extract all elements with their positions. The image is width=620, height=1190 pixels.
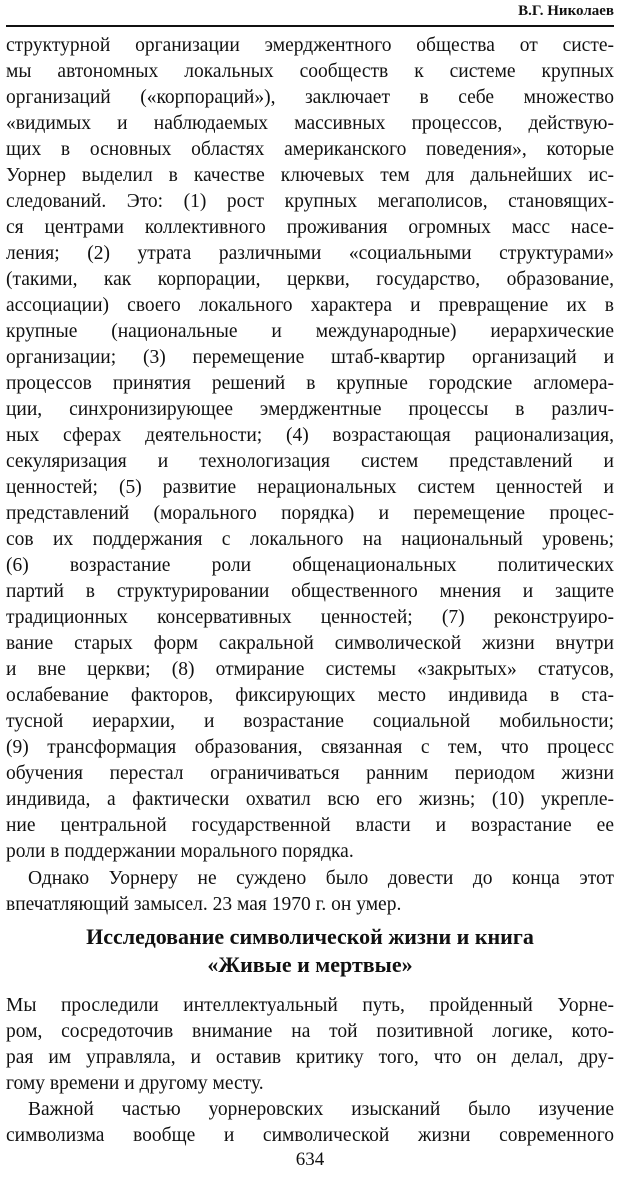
page-number: 634 [295, 1149, 325, 1170]
text-line: ценностей; (5) развитие нерациональных систем ценностей и [6, 477, 614, 498]
text-line: ние центральной государственной власти и возрастание ее [6, 815, 614, 836]
text-line: (такими, как корпорации, церкви, государство, образование, [6, 269, 614, 290]
text-line: ления; (2) утрата различными «социальными структурами» [6, 243, 614, 264]
text-line: тусной иерархии, и возрастание социальной мобильности; [6, 711, 614, 732]
section-heading-line: Исследование символической жизни и книга [86, 924, 534, 949]
text-line: и вне церкви; (8) отмирание системы «закрытых» статусов, [6, 659, 614, 680]
text-line: Уорнер выделил в качестве ключевых тем для дальнейших ис- [6, 165, 614, 186]
text-line: сов их поддержания с локального на национальный уровень; [6, 529, 614, 550]
text-line: роли в поддержании морального порядка. [6, 841, 354, 862]
text-line: структурной организации эмерджентного общества от систе- [6, 35, 614, 56]
text-line: следований. Это: (1) рост крупных мегаполисов, становящих- [6, 191, 614, 212]
text-line: символизма вообще и символической жизни современного [6, 1125, 614, 1146]
header-rule [6, 25, 614, 27]
text-line: Мы проследили интеллектуальный путь, пройденный Уорне- [6, 995, 614, 1016]
text-line: ассоциации) своего локального характера и превращение их в [6, 295, 614, 316]
text-line: Важной частью уорнеровских изысканий было изучение [28, 1099, 614, 1120]
text-line: представлений (морального порядка) и перемещение процес- [6, 503, 614, 524]
text-line: (9) трансформация образования, связанная с тем, что процесс [6, 737, 614, 758]
text-line: индивида, а фактически охватил всю его жизнь; (10) укрепле- [6, 789, 614, 810]
text-line: ром, сосредоточив внимание на той позитивной логике, кото- [6, 1021, 614, 1042]
text-line: мы автономных локальных сообществ к системе крупных [6, 61, 614, 82]
text-line: ции, синхронизирующее эмерджентные процессы в различ- [6, 399, 614, 420]
text-line: процессов принятия решений в крупные городские агломера- [6, 373, 614, 394]
text-line: крупные (национальные и международные) иерархические [6, 321, 614, 342]
text-line: ся центрами коллективного проживания огромных масс насе- [6, 217, 614, 238]
text-line: Однако Уорнеру не суждено было довести до конца этот [28, 868, 614, 889]
running-head: В.Г. Николаев [518, 3, 614, 19]
text-line: секуляризация и технологизация систем представлений и [6, 451, 614, 472]
text-line: ослабевание факторов, фиксирующих место индивида в ста- [6, 685, 614, 706]
text-line: обучения перестал ограничиваться ранним периодом жизни [6, 763, 614, 784]
text-line: организации; (3) перемещение штаб-квартир организаций и [6, 347, 614, 368]
text-line: рая им управляла, и оставив критику того, что он делал, дру- [6, 1047, 614, 1068]
text-line: (6) возрастание роли общенациональных политических [6, 555, 614, 576]
text-line: гому времени и другому месту. [6, 1073, 264, 1094]
text-line: ных сферах деятельности; (4) возрастающая рационализация, [6, 425, 614, 446]
text-line: впечатляющий замысел. 23 мая 1970 г. он умер. [6, 894, 402, 915]
text-line: щих в основных областях американского поведения», которые [6, 139, 614, 160]
text-line: «видимых и наблюдаемых массивных процессов, действую- [6, 113, 614, 134]
text-line: традиционных консервативных ценностей; (7) реконструиро- [6, 607, 614, 628]
text-line: партий в структурировании общественного мнения и защите [6, 581, 614, 602]
section-heading-line: «Живые и мертвые» [207, 952, 413, 977]
text-line: организаций («корпораций»), заключает в себе множество [6, 87, 614, 108]
page-header [0, 0, 620, 30]
text-line: вание старых форм сакральной символической жизни внутри [6, 633, 614, 654]
